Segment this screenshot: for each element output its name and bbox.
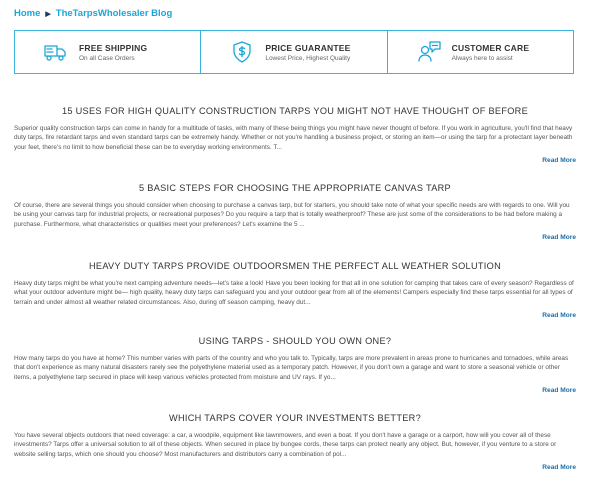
post-title[interactable]: USING TARPS - SHOULD YOU OWN ONE? (198, 336, 392, 346)
support-agent-icon (416, 40, 442, 64)
read-more-link[interactable]: Read More (542, 234, 576, 242)
post-excerpt: You have several objects outdoors that need coverage: a car, a woodpile, equipment like lawnmowers, and even a boat. If you don't have a garage or a carport, how will you cover all of these investments? Tarps offer a universal solution to all of these objects. When secured in place by bungee cords, these tarps can protect nearly any object. But, however, if you venture to a store or website selling tarps, which one should you choose? Most manufacturers and distributors carry a combination of pol... (14, 432, 557, 458)
post-excerpt: Superior quality construction tarps can come in handy for a multitude of tasks, with many of these being things you might have never thought of before. If you work in agriculture, you'll find that heavy duty tarps, fire retardant tarps and even standard tarps can be extremely handy. Whether or not you're handling a business project, or storing an item—or using the tarp for a protectant layer beneath your feet, there's no limit to how beneficial these can be to everyday working environments. T... (14, 125, 573, 151)
read-more-link[interactable]: Read More (542, 312, 576, 320)
blog-post (14, 106, 576, 164)
post-title[interactable]: HEAVY DUTY TARPS PROVIDE OUTDOORSMEN THE PERFECT ALL WEATHER SOLUTION (88, 261, 502, 271)
breadcrumb-home-link[interactable]: Home (14, 8, 41, 19)
feature-subtitle: Lowest Price, Highest Quality (265, 54, 351, 62)
blog-post (14, 336, 576, 394)
feature-subtitle: Always here to assist (451, 54, 513, 62)
feature-bar (14, 30, 574, 74)
post-title[interactable]: WHICH TARPS COVER YOUR INVESTMENTS BETTER? (168, 413, 422, 423)
feature-free-shipping (15, 31, 200, 73)
read-more-link[interactable]: Read More (542, 464, 576, 472)
feature-subtitle: On all Case Orders (79, 54, 135, 62)
blog-post (14, 261, 576, 319)
post-excerpt: Of course, there are several things you should consider when choosing to purchase a canvas tarp, but for starters, you should take note of what your specific needs are with regards to one. Will you be using your canvas tarp for industrial projects, or recreational purposes? Do you require a tarp that is totally weatherproof? These are just some of the considerations to be had before making a purchase. Furthermore, what characteristics or qualities meet your preferences? Let's examine the 5 ... (14, 202, 570, 228)
read-more-link[interactable]: Read More (542, 387, 576, 395)
feature-title: FREE SHIPPING (79, 42, 148, 53)
post-title[interactable]: 15 USES FOR HIGH QUALITY CONSTRUCTION TARPS YOU MIGHT NOT HAVE THOUGHT OF BEFORE (61, 106, 529, 116)
breadcrumb-current-link[interactable]: TheTarpsWholesaler Blog (55, 8, 173, 19)
blog-post (14, 183, 576, 241)
feature-title: CUSTOMER CARE (451, 42, 530, 53)
post-excerpt: How many tarps do you have at home? This number varies with parts of the country and who you talk to. Typically, tarps are more prevalent in areas prone to hurricanes and tornadoes, while areas that don't experience as many natural disasters rarely see the polyethylene material used as a temporary patch. However, if you don't own a garage and want to store a seasonal vehicle or other items, a polyethylene tarp secured in place will keep various vehicles protected from moisture and UV rays. If yo... (14, 355, 569, 381)
breadcrumb (14, 8, 172, 19)
feature-customer-care (387, 31, 573, 73)
post-title[interactable]: 5 BASIC STEPS FOR CHOOSING THE APPROPRIATE CANVAS TARP (139, 183, 451, 193)
read-more-link[interactable]: Read More (542, 157, 576, 165)
blog-post (14, 413, 576, 471)
truck-icon (43, 40, 69, 64)
feature-price-guarantee (200, 31, 386, 73)
chevron-right-icon: ▶ (45, 10, 51, 18)
feature-title: PRICE GUARANTEE (265, 42, 351, 53)
shield-dollar-icon (229, 40, 255, 64)
post-excerpt: Heavy duty tarps might be what you're next camping adventure needs—let's take a look! Have you been looking for that all in one solution for camping that takes care of every season? Regardless of what your outdoor adventure might be— high quality, heavy duty tarps can safeguard you and your outdoor gear from all of the elements! Campers especially find these tarps essential for all types of terrain and under almost all weather related circumstances. Also, during off season camping, heavy dut... (14, 280, 574, 306)
